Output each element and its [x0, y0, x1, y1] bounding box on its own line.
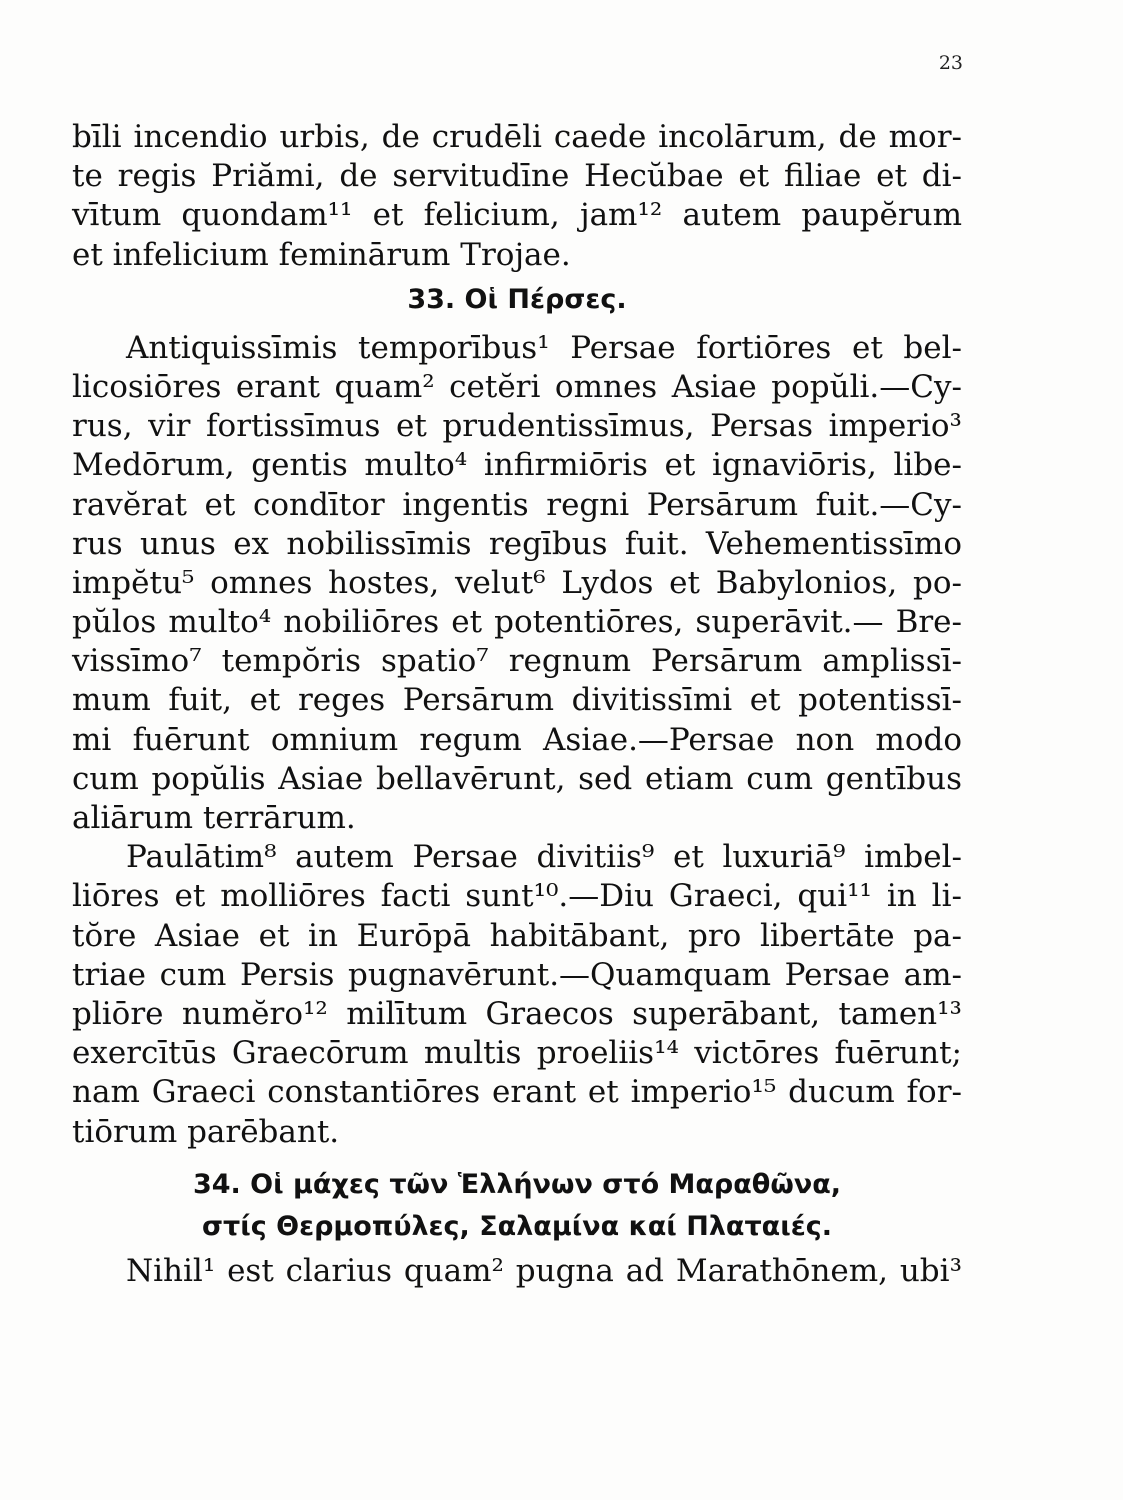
text-line: tiōrum parēbant.: [72, 1113, 340, 1150]
text-line: bīli incendio urbis, de crudēli caede incolārum, de mor-: [72, 119, 962, 155]
text-line: impĕtu⁵ omnes hostes, velut⁶ Lydos et Babylonios, po-: [72, 564, 962, 601]
section-34-paragraph-1: [72, 1252, 962, 1291]
text-line: rus unus ex nobilissīmis regībus fuit. Vehementissīmo: [72, 525, 962, 562]
text-line: vītum quondam¹¹ et felicium, jam¹² autem paupĕrum: [72, 197, 962, 234]
text-line: ravĕrat et condītor ingentis regni Persārum fuit.—Cy-: [72, 486, 962, 523]
page-body: [72, 118, 962, 1291]
text-line: nam Graeci constantiōres erant et imperio¹⁵ ducum for-: [72, 1074, 962, 1111]
text-line: Paulātim⁸ autem Persae divitiis⁹ et luxuriā⁹ imbel-: [126, 839, 962, 876]
section-33-paragraph-2: [72, 838, 962, 1152]
text-line: liōres et molliōres facti sunt¹⁰.—Diu Graeci, qui¹¹ in li-: [72, 878, 962, 915]
text-line: te regis Priămi, de servitudīne Hecŭbae et filiae et di-: [72, 158, 962, 195]
text-line: vissīmo⁷ tempŏris spatio⁷ regnum Persārum amplissī-: [72, 643, 962, 680]
section-heading-33: 33. Οἱ Πέρσες.: [407, 283, 627, 315]
section-heading-34: [72, 1164, 962, 1248]
text-line: exercītūs Graecōrum multis proeliis¹⁴ victōres fuērunt;: [72, 1035, 962, 1072]
text-line: pliōre numĕro¹² milītum Graecos superābant, tamen¹³: [72, 995, 962, 1032]
text-line: triae cum Persis pugnavērunt.—Quamquam Persae am-: [72, 956, 962, 993]
text-line: Antiquissīmis temporībus¹ Persae fortiōres et bel-: [126, 329, 962, 366]
text-line: Nihil¹ est clarius quam² pugna ad Marathōnem, ubi³: [126, 1252, 962, 1289]
text-line: tŏre Asiae et in Eurōpā habitābant, pro libertāte pa-: [72, 917, 962, 954]
text-line: Medōrum, gentis multo⁴ infirmiōris et ignaviōris, libe-: [72, 447, 962, 484]
section-33-paragraph-1: [72, 329, 962, 838]
text-line: mum fuit, et reges Persārum divitissīmi et potentissī-: [72, 682, 962, 719]
section-heading-34-line-2: στίς Θερμοπύλες, Σαλαμίνα καί Πλαταιές.: [201, 1210, 833, 1242]
section-heading-34-line-1: 34. Οἱ μάχες τῶν Ἑλλήνων στό Μαραθῶνα,: [192, 1168, 842, 1200]
intro-paragraph: [72, 118, 962, 275]
text-line: cum popŭlis Asiae bellavērunt, sed etiam cum gentībus: [72, 760, 962, 797]
page-number: 23: [938, 52, 963, 74]
text-line: mi fuērunt omnium regum Asiae.—Persae non modo: [72, 721, 962, 758]
text-line: pŭlos multo⁴ nobiliōres et potentiōres, superāvit.— Bre-: [72, 604, 962, 641]
text-line: aliārum terrārum.: [72, 800, 356, 836]
text-line: et infelicium feminārum Trojae.: [72, 236, 571, 273]
text-line: rus, vir fortissīmus et prudentissīmus, Persas imperio³: [72, 408, 962, 445]
text-line: licosiōres erant quam² cetĕri omnes Asiae popŭli.—Cy-: [72, 368, 962, 405]
